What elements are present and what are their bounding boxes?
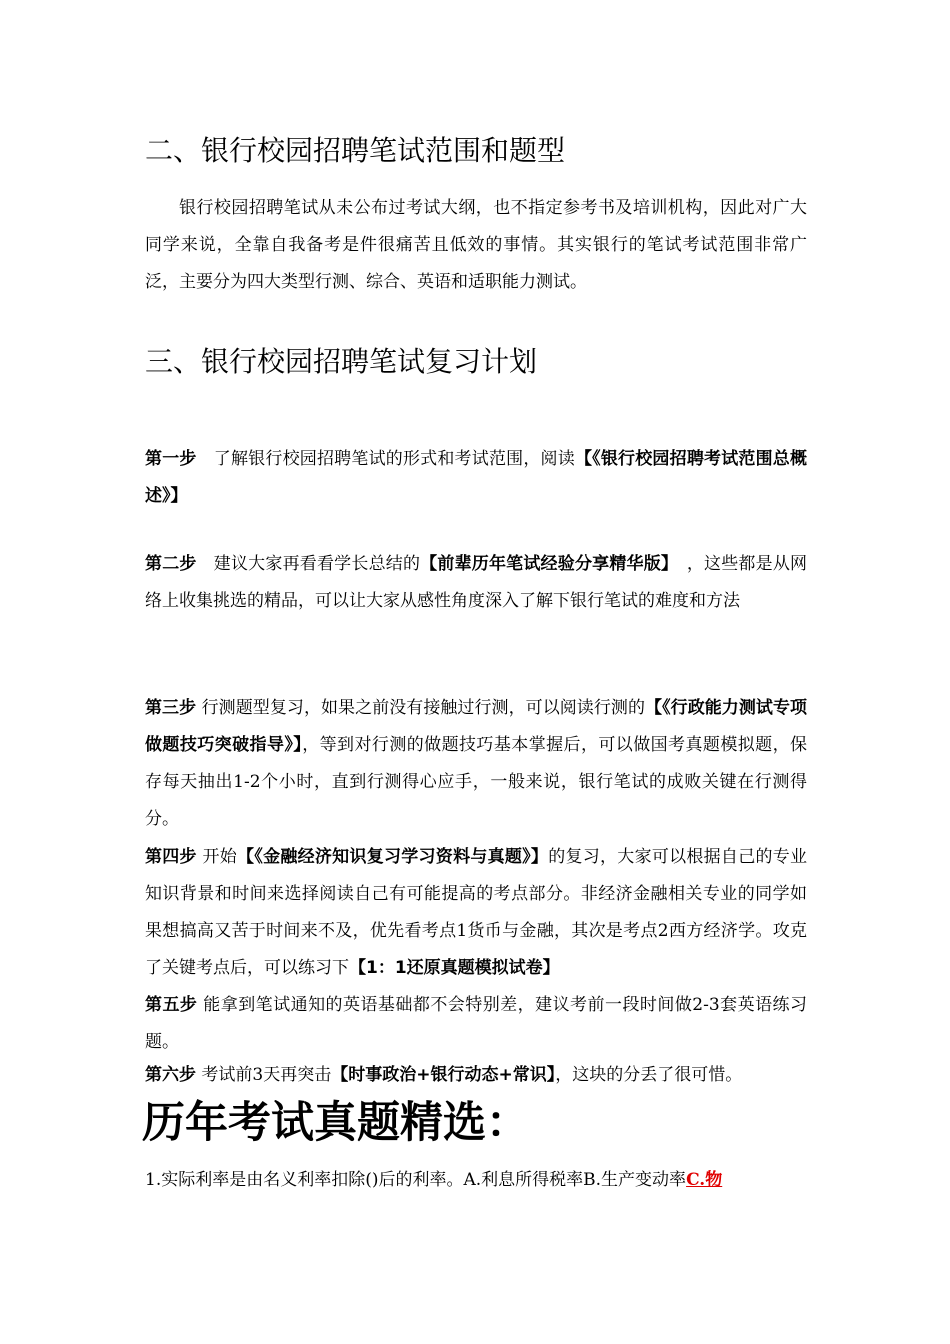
step-1-text: 了解银行校园招聘笔试的形式和考试范围，阅读: [196, 449, 575, 469]
step-1-reference: 【《银行校园招聘考试范围总概述》】: [145, 449, 808, 506]
step-3-text-after: ，等到对行测的做题技巧基本掌握后，可以做国考真题模拟题，保存每天抽出1-2个小时，直到行测得心应手，一般来说，银行笔试的成败关键在行测得分。: [145, 735, 808, 829]
step-6-text: 考试前3天再突击: [196, 1065, 332, 1085]
step-1-label: 第一步: [145, 449, 197, 469]
section-3-heading: 三、银行校园招聘笔试复习计划: [145, 345, 538, 378]
question-1-answer: C.物: [686, 1170, 723, 1190]
step-5-label: 第五步: [145, 995, 198, 1015]
step-4-paragraph: [145, 839, 807, 987]
step-4-text: 开始: [196, 847, 238, 867]
step-6-text-after: ，这块的分丢了很可惜。: [555, 1065, 743, 1085]
step-4-text-after: 的复习，大家可以根据自己的专业知识背景和时间来选择阅读自己有可能提高的考点部分。非经济金融相关专业的同学如果想搞高又苦于时间来不及，优先看考点1货币与金融，其次是考点2西方经济学。攻克了关键考点后，可以练习下: [145, 847, 808, 978]
step-2-reference: 【前辈历年笔试经验分享精华版】: [420, 554, 670, 574]
step-3-reference: 【《行政能力测试专项做题技巧突破指导》】: [145, 698, 808, 755]
step-6-reference: 【时事政治+银行动态+常识】: [331, 1065, 556, 1085]
exam-section-title: 历年考试真题精选：: [142, 1098, 529, 1148]
step-3-label: 第三步: [145, 698, 197, 718]
section-2-heading: 二、银行校园招聘笔试范围和题型: [145, 134, 566, 167]
step-3-text: 行测题型复习，如果之前没有接触过行测，可以阅读行测的: [196, 698, 646, 718]
step-6-paragraph: [145, 1057, 807, 1094]
step-2-text-after: ，这些都是从网络上收集挑选的精品，可以让大家从感性角度深入了解下银行笔试的难度和方法: [145, 554, 808, 611]
question-1: [145, 1162, 722, 1199]
question-1-text: 1.实际利率是由名义利率扣除()后的利率。A.利息所得税率B.生产变动率: [145, 1170, 687, 1190]
step-1-paragraph: [145, 441, 807, 515]
step-3-paragraph: [145, 690, 807, 838]
step-2-label: 第二步: [145, 554, 197, 574]
step-4-reference: 【《金融经济知识复习学习资料与真题》】: [237, 847, 549, 867]
step-2-paragraph: [145, 546, 807, 620]
step-2-text: 建议大家再看看学长总结的: [196, 554, 421, 574]
step-5-paragraph: [145, 987, 807, 1061]
step-6-label: 第六步: [145, 1065, 196, 1085]
step-4-label: 第四步: [145, 847, 197, 867]
section-2-paragraph: 银行校园招聘笔试从未公布过考试大纲，也不指定参考书及培训机构，因此对广大同学来说，全靠自我备考是件很痛苦且低效的事情。其实银行的笔试考试范围非常广泛，主要分为四大类型行测、综合、英语和适职能力测试。: [145, 198, 807, 292]
step-4-reference-2: 【1：1还原真题模拟试卷】: [349, 958, 560, 978]
step-5-text: 能拿到笔试通知的英语基础都不会特别差，建议考前一段时间做2-3套英语练习题。: [145, 995, 808, 1052]
